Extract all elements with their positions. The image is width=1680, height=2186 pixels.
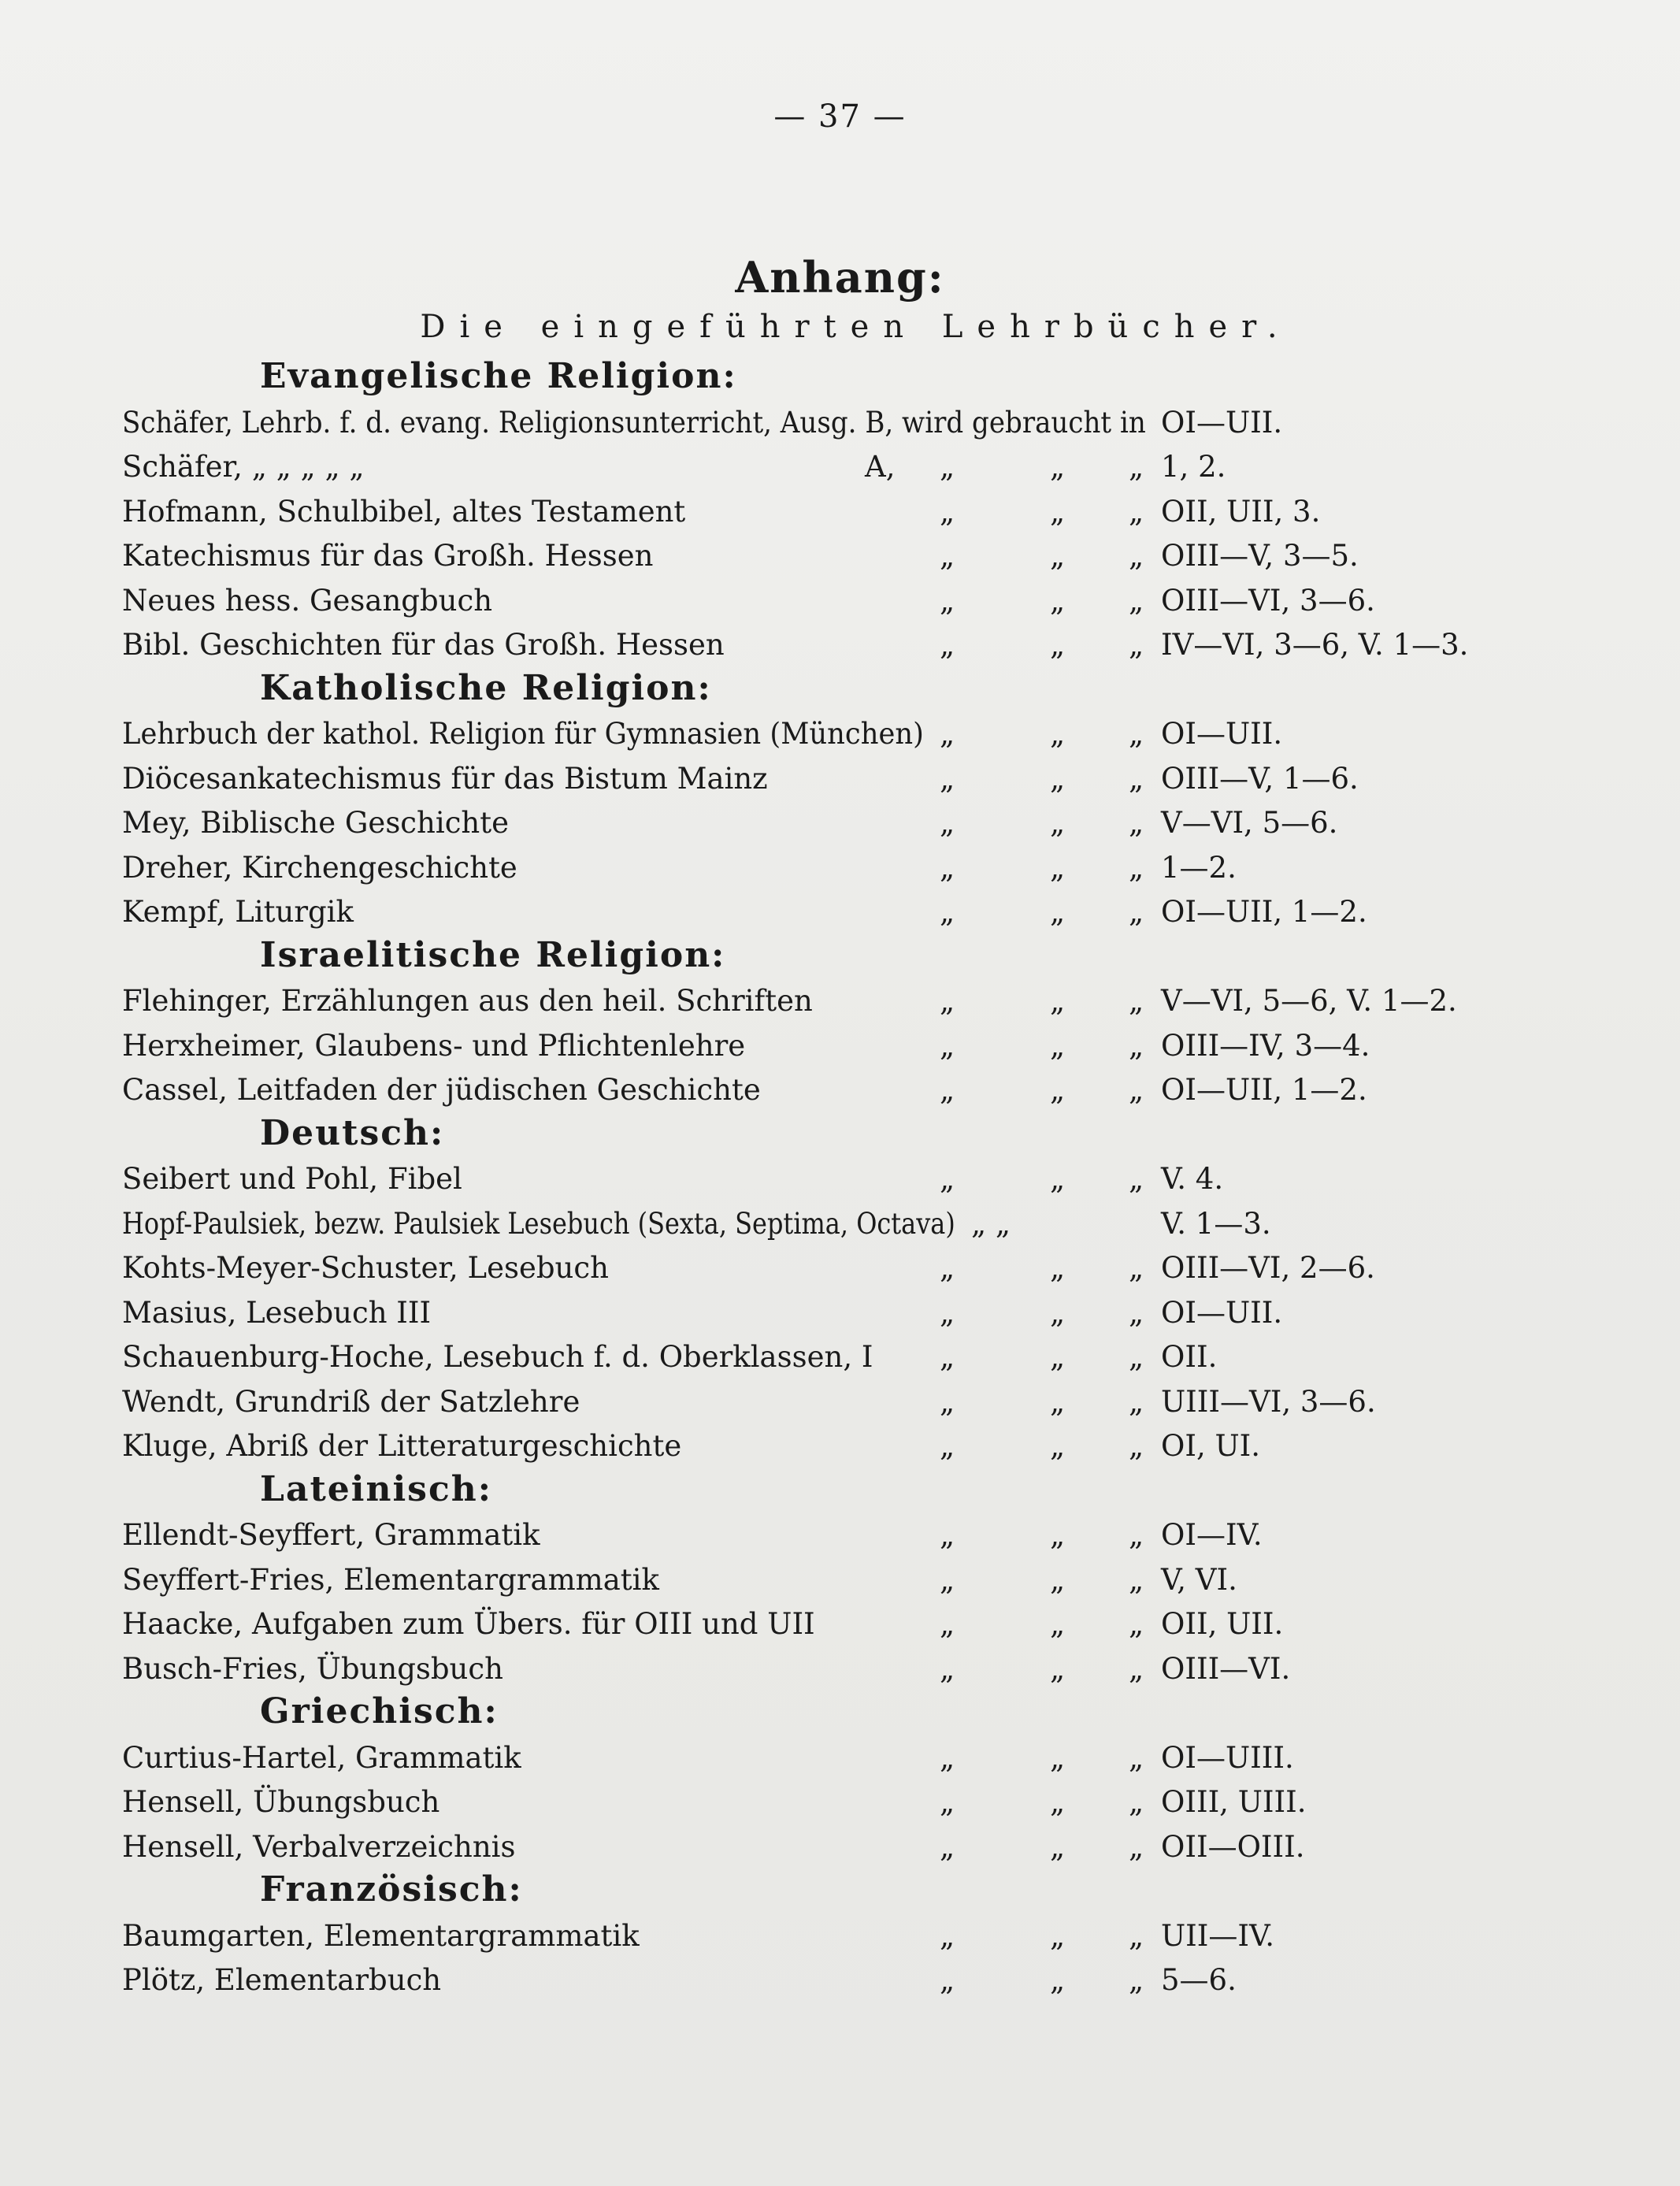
class-levels: V—VI, 5—6, V. 1—2. (1161, 984, 1457, 1018)
book-title: Cassel, Leitfaden der jüdischen Geschichte (122, 1073, 761, 1107)
ditto-mark: „ (1050, 539, 1066, 573)
ditto-mark: „ (1050, 494, 1066, 529)
page-number: — 37 — (773, 98, 907, 135)
ditto-mark: „ (940, 1384, 955, 1419)
ditto-mark: „ (940, 1295, 955, 1330)
textbook-entry (0, 584, 1680, 628)
textbook-entry (0, 1830, 1680, 1874)
class-levels: IV—VI, 3—6, V. 1—3. (1161, 628, 1469, 662)
ditto-mark: „ (940, 1829, 955, 1864)
ditto-mark: „ (1129, 850, 1144, 885)
ditto-mark: „ (940, 1340, 955, 1374)
book-title: Curtius-Hartel, Grammatik (122, 1740, 521, 1775)
ditto-mark: „ (1050, 1384, 1066, 1419)
class-levels: OIII—IV, 3—4. (1161, 1028, 1370, 1063)
ditto-mark: „ (1129, 1429, 1144, 1463)
ditto-mark: „ (940, 984, 955, 1018)
ditto-mark: „ (1129, 717, 1144, 751)
ditto-mark: „ (940, 850, 955, 885)
textbook-entry (0, 1563, 1680, 1607)
textbook-entry (0, 1207, 1680, 1251)
ditto-mark: „ (1050, 717, 1066, 751)
ditto-mark: „ (1129, 1829, 1144, 1864)
ditto-mark: „ (1050, 1607, 1066, 1641)
ditto-mark: „ (1050, 450, 1066, 484)
textbook-entry (0, 1340, 1680, 1384)
book-title: Neues hess. Gesangbuch (122, 583, 493, 618)
ditto-mark: „ (1129, 1251, 1144, 1285)
ditto-mark: „ (1050, 806, 1066, 840)
ditto-mark: „ (1050, 1562, 1066, 1597)
book-title: Diöcesankatechismus für das Bistum Mainz (122, 761, 768, 796)
ditto-mark: „ (940, 1429, 955, 1463)
book-title: Haacke, Aufgaben zum Übers. für OIII und UII (122, 1607, 815, 1641)
book-title: Hensell, Verbalverzeichnis (122, 1829, 516, 1864)
textbook-entry (0, 1919, 1680, 1963)
class-levels: V, VI. (1161, 1562, 1237, 1597)
ditto-mark: „ (940, 539, 955, 573)
ditto-mark: „ (1129, 1963, 1144, 1997)
textbook-entry (0, 762, 1680, 806)
book-title: Ellendt-Seyffert, Grammatik (122, 1518, 540, 1552)
ditto-mark: „ „ (971, 1206, 1011, 1241)
book-title: Wendt, Grundriß der Satzlehre (122, 1384, 580, 1419)
section-heading-katholische-religion: Katholische Religion: (260, 667, 712, 708)
ditto-mark: „ (1129, 1607, 1144, 1641)
class-levels: OI—UII. (1161, 717, 1283, 751)
book-title: Baumgarten, Elementargrammatik (122, 1918, 640, 1953)
ditto-mark: „ (940, 1963, 955, 1997)
section-heading-griechisch: Griechisch: (260, 1691, 499, 1731)
ditto-mark: „ (940, 1740, 955, 1775)
class-levels: OI—UII, 1—2. (1161, 895, 1367, 929)
ditto-mark: „ (1129, 1073, 1144, 1107)
book-title: Kluge, Abriß der Litteraturgeschichte (122, 1429, 682, 1463)
ditto-mark: „ (940, 1028, 955, 1063)
ditto-mark: „ (940, 1918, 955, 1953)
class-levels: OIII—VI, 3—6. (1161, 583, 1375, 618)
ditto-mark: „ (1050, 1340, 1066, 1374)
book-title: Schäfer, „ „ „ „ „ (122, 450, 365, 484)
class-levels: 1—2. (1161, 850, 1237, 885)
book-title: Hopf-Paulsiek, bezw. Paulsiek Lesebuch (Sexta, Septima, Octava) (122, 1206, 955, 1241)
class-levels: OI—UIII. (1161, 1740, 1294, 1775)
class-levels: UIII—VI, 3—6. (1161, 1384, 1376, 1419)
book-title: Flehinger, Erzählungen aus den heil. Schriften (122, 984, 813, 1018)
textbook-entry (0, 984, 1680, 1028)
ditto-mark: „ (940, 1562, 955, 1597)
ditto-mark: „ (1050, 1429, 1066, 1463)
class-levels: OII, UII, 3. (1161, 494, 1321, 529)
book-title: Herxheimer, Glaubens- und Pflichtenlehre (122, 1028, 746, 1063)
ditto-mark: „ (1050, 1785, 1066, 1819)
book-title: Kempf, Liturgik (122, 895, 354, 929)
textbook-entry (0, 628, 1680, 672)
ditto-mark: „ (1050, 1251, 1066, 1285)
ditto-mark: „ (1129, 1651, 1144, 1686)
textbook-entry (0, 1385, 1680, 1429)
ditto-mark: „ (1050, 850, 1066, 885)
section-heading-franz-sisch: Französisch: (260, 1869, 523, 1910)
class-levels: OII. (1161, 1340, 1218, 1374)
book-title: Dreher, Kirchengeschichte (122, 850, 517, 885)
class-levels: OI, UI. (1161, 1429, 1261, 1463)
class-levels: UII—IV. (1161, 1918, 1275, 1953)
class-levels: OI—UII, 1—2. (1161, 1073, 1367, 1107)
textbook-entry (0, 1607, 1680, 1651)
ditto-mark: „ (1050, 1651, 1066, 1686)
textbook-entry (0, 1029, 1680, 1073)
ditto-mark: „ (1129, 450, 1144, 484)
ditto-mark: „ (940, 717, 955, 751)
ditto-mark: „ (940, 761, 955, 796)
ditto-mark: „ (940, 1607, 955, 1641)
book-title: Masius, Lesebuch III (122, 1295, 432, 1330)
class-levels: 1, 2. (1161, 450, 1226, 484)
ditto-mark: „ (1050, 761, 1066, 796)
ditto-mark: „ (1129, 1384, 1144, 1419)
book-title: Hofmann, Schulbibel, altes Testament (122, 494, 686, 529)
book-title: Lehrbuch der kathol. Religion für Gymnasien (München) (122, 717, 924, 751)
section-heading-deutsch: Deutsch: (260, 1112, 445, 1153)
textbook-entry (0, 495, 1680, 539)
textbook-entry (0, 851, 1680, 895)
textbook-entry (0, 1963, 1680, 2007)
ditto-mark: „ (1129, 761, 1144, 796)
class-levels: OIII—VI. (1161, 1651, 1291, 1686)
ditto-mark: „ (1129, 1740, 1144, 1775)
ditto-mark: „ (940, 1073, 955, 1107)
textbook-entry (0, 895, 1680, 939)
class-levels: OI—IV. (1161, 1518, 1263, 1552)
class-levels: OII, UII. (1161, 1607, 1284, 1641)
ditto-mark: „ (940, 1785, 955, 1819)
textbook-entry (0, 539, 1680, 583)
textbook-entry (0, 406, 1680, 450)
ditto-mark: „ (1050, 1740, 1066, 1775)
ditto-mark: „ (1129, 494, 1144, 529)
ditto-mark: „ (1050, 583, 1066, 618)
ditto-mark: „ (1129, 583, 1144, 618)
subtitle: Die eingeführten Lehrbücher. (420, 309, 1292, 345)
ditto-mark: „ (1050, 1518, 1066, 1552)
ditto-mark: „ (1050, 1295, 1066, 1330)
textbook-entry (0, 1251, 1680, 1295)
class-levels: V—VI, 5—6. (1161, 806, 1338, 840)
book-title: Mey, Biblische Geschichte (122, 806, 510, 840)
ditto-mark: „ (1050, 1918, 1066, 1953)
ditto-mark: „ (1129, 1562, 1144, 1597)
appendix-title: Anhang: (735, 252, 945, 302)
ditto-mark: „ (1129, 1785, 1144, 1819)
book-title: Hensell, Übungsbuch (122, 1785, 440, 1819)
ditto-mark: „ (940, 1651, 955, 1686)
book-title: Busch-Fries, Übungsbuch (122, 1651, 503, 1686)
ditto-mark: „ (1050, 1073, 1066, 1107)
class-levels: OII—OIII. (1161, 1829, 1305, 1864)
ditto-mark: „ (1129, 1028, 1144, 1063)
class-levels: OIII, UIII. (1161, 1785, 1307, 1819)
book-title: Schauenburg-Hoche, Lesebuch f. d. Oberklassen, I (122, 1340, 873, 1374)
textbook-entry (0, 1073, 1680, 1117)
class-levels: OIII—V, 3—5. (1161, 539, 1359, 573)
ditto-mark: „ (940, 1251, 955, 1285)
class-levels: 5—6. (1161, 1963, 1237, 1997)
ditto-mark: „ (1129, 1162, 1144, 1196)
book-title: Katechismus für das Großh. Hessen (122, 539, 654, 573)
ditto-mark: „ (940, 583, 955, 618)
ditto-mark: „ (1050, 984, 1066, 1018)
ditto-mark: „ (1129, 628, 1144, 662)
book-title: Schäfer, Lehrb. f. d. evang. Religionsunterricht, Ausg. B, wird gebraucht in (122, 405, 1146, 440)
ditto-mark: „ (1129, 539, 1144, 573)
class-levels: OIII—V, 1—6. (1161, 761, 1359, 796)
ditto-mark: „ (1050, 628, 1066, 662)
ditto-mark: „ (940, 494, 955, 529)
book-title: Plötz, Elementarbuch (122, 1963, 442, 1997)
ditto-mark: „ (1129, 984, 1144, 1018)
ditto-mark: „ (1129, 1340, 1144, 1374)
ditto-mark: „ (1050, 1162, 1066, 1196)
textbook-entry (0, 1652, 1680, 1696)
ditto-mark: „ (1050, 1028, 1066, 1063)
class-levels: V. 4. (1161, 1162, 1224, 1196)
section-heading-lateinisch: Lateinisch: (260, 1468, 492, 1509)
book-title: Seibert und Pohl, Fibel (122, 1162, 462, 1196)
textbook-entry (0, 1162, 1680, 1206)
ditto-mark: „ (940, 806, 955, 840)
textbook-entry (0, 806, 1680, 850)
ditto-mark: „ (1050, 1963, 1066, 1997)
ditto-mark: „ (1050, 895, 1066, 929)
class-levels: OI—UII. (1161, 405, 1283, 440)
ditto-mark: „ (1129, 1918, 1144, 1953)
textbook-entry (0, 1518, 1680, 1562)
ditto-mark: „ (1129, 806, 1144, 840)
ditto-mark: „ (940, 450, 955, 484)
book-title: Seyffert-Fries, Elementargrammatik (122, 1562, 659, 1597)
ditto-mark: „ (940, 895, 955, 929)
ditto-mark: „ (940, 1162, 955, 1196)
class-levels: OIII—VI, 2—6. (1161, 1251, 1375, 1285)
book-title: Bibl. Geschichten für das Großh. Hessen (122, 628, 725, 662)
ditto-mark: „ (940, 1518, 955, 1552)
textbook-entry (0, 1785, 1680, 1829)
textbook-entry (0, 717, 1680, 761)
class-levels: V. 1—3. (1161, 1206, 1271, 1241)
textbook-entry (0, 1296, 1680, 1340)
section-heading-evangelische-religion: Evangelische Religion: (260, 356, 737, 396)
ditto-mark: „ (1129, 1295, 1144, 1330)
ditto-mark: „ (1129, 1518, 1144, 1552)
section-heading-israelitische-religion: Israelitische Religion: (260, 934, 726, 975)
textbook-entry (0, 450, 1680, 494)
book-title: Kohts-Meyer-Schuster, Lesebuch (122, 1251, 609, 1285)
textbook-entry (0, 1741, 1680, 1785)
ditto-mark: „ (940, 628, 955, 662)
textbook-entry (0, 1429, 1680, 1473)
ditto-mark: „ (1129, 895, 1144, 929)
class-levels: OI—UII. (1161, 1295, 1283, 1330)
edition-label: A, (865, 450, 896, 484)
ditto-mark: „ (1050, 1829, 1066, 1864)
